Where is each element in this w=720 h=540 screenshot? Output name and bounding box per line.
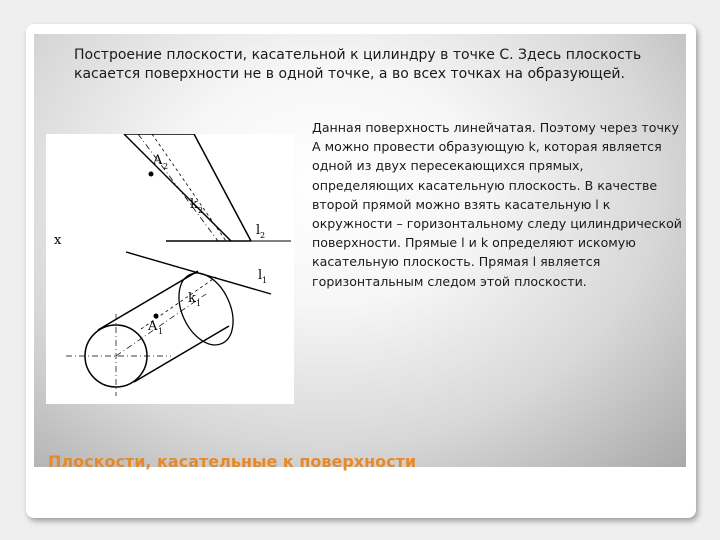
point-a1-label: A xyxy=(148,319,158,334)
line-l1-subscript: 1 xyxy=(262,276,268,285)
line-k2-label: k xyxy=(190,197,198,212)
point-a2-subscript: 2 xyxy=(163,162,169,171)
line-l2-label: l xyxy=(256,223,261,238)
line-k1-subscript: 1 xyxy=(196,299,202,308)
line-k1-label: k xyxy=(188,291,196,306)
axis-x-label: x xyxy=(54,233,62,248)
point-a2-label: A xyxy=(153,153,163,168)
slide-heading: Построение плоскости, касательной к цилиндру в точке С. Здесь плоскость касается поверхности не в одной точке, а во всех точках на образующей. xyxy=(74,47,642,82)
line-l1-label: l xyxy=(258,268,263,283)
point-a1-subscript: 1 xyxy=(158,327,164,336)
frontal-projection xyxy=(124,134,291,241)
slide-body-text: Данная поверхность линейчатая. Поэтому через точку А можно провести образующую k, которая является одной из двух пересекающихся прямых, определяющих касательную плоскость. В качестве второй прямой можно взять касательную l к окружности – горизонтальному следу цилиндрической поверхности. Прямые l и k определяют искомую касательную плоскость. Прямая l является горизонтальным следом этой плоскости. xyxy=(312,120,682,289)
slide-footer-title: Плоскости, касательные к поверхности xyxy=(48,452,417,471)
horizontal-projection xyxy=(66,252,271,396)
cylinder-diagram xyxy=(46,134,294,404)
line-l2-subscript: 2 xyxy=(260,231,266,240)
line-k2-subscript: 2 xyxy=(198,206,204,215)
